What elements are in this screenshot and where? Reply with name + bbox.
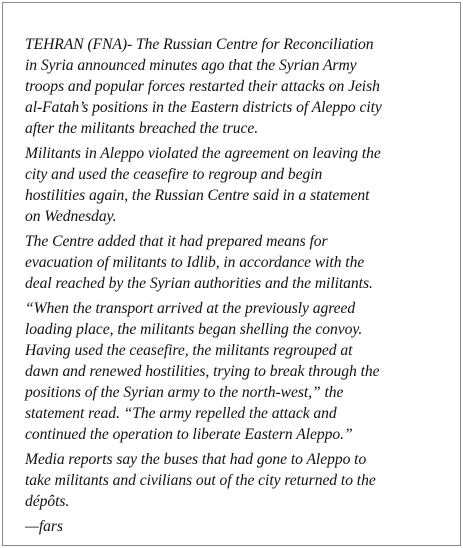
text-line: Militants in Aleppo violated the agreement on leaving the [25,145,381,162]
text-line: on Wednesday. [25,208,117,225]
paragraph-violation [25,143,449,227]
text-line: evacuation of militants to Idlib, in accordance with the [25,254,365,271]
text-line: Media reports say the buses that had gone to Aleppo to [25,451,367,468]
article-body [25,34,449,541]
text-line: troops and popular forces restarted their attacks on Jeish [25,78,380,95]
source-attribution [25,516,449,537]
text-line: hostilities again, the Russian Centre said in a statement [25,187,370,204]
text-line: The Centre added that it had prepared means for [25,233,328,250]
text-line: continued the operation to liberate Eastern Aleppo.” [25,426,353,443]
text-line: Having used the ceasefire, the militants regrouped at [25,342,353,359]
text-line: statement read. “The army repelled the attack and [25,405,337,422]
text-line: TEHRAN (FNA)- The Russian Centre for Reconciliation [25,36,374,53]
text-line: take militants and civilians out of the city returned to the [25,472,376,489]
text-line: dawn and renewed hostilities, trying to break through the [25,363,380,380]
text-line: loading place, the militants began shelling the convoy. [25,321,363,338]
text-line: al-Fatah’s positions in the Eastern districts of Aleppo city [25,99,382,116]
source-line: —fars [25,518,63,535]
paragraph-media-reports [25,449,449,512]
text-line: after the militants breached the truce. [25,120,259,137]
paragraph-quote [25,298,449,445]
paragraph-lead [25,34,449,139]
text-line: in Syria announced minutes ago that the Syrian Army [25,57,357,74]
text-line: “When the transport arrived at the previously agreed [25,300,356,317]
text-line: positions of the Syrian army to the north-west,” the [25,384,344,401]
text-line: deal reached by the Syrian authorities and the militants. [25,275,373,292]
paragraph-evacuation [25,231,449,294]
article-frame [2,2,461,546]
text-line: city and used the ceasefire to regroup and begin [25,166,323,183]
text-line: dépôts. [25,493,70,510]
